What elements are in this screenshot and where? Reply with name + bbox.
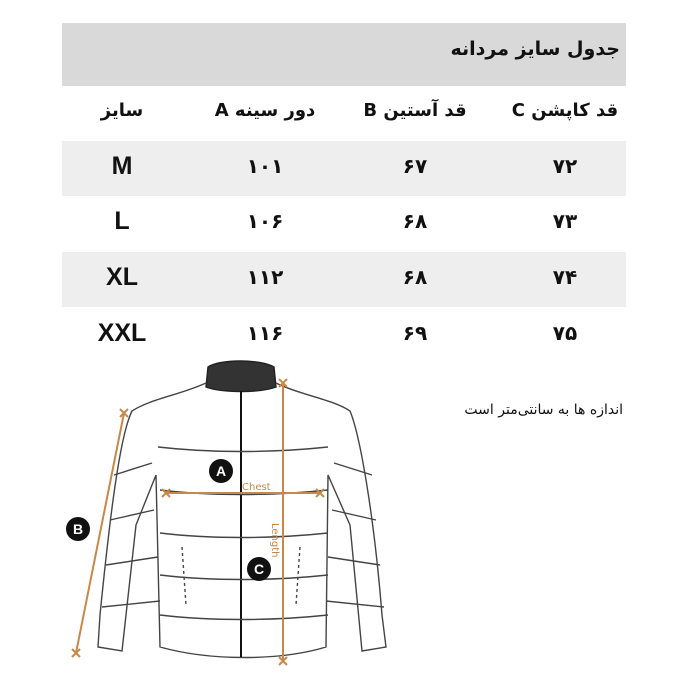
header-size: سایز <box>100 100 144 121</box>
length-cell: ۷۴ <box>552 265 578 289</box>
sleeve-cell: ۶۸ <box>402 265 428 289</box>
size-cell: L <box>114 207 130 235</box>
marker-a-label: A <box>215 463 227 479</box>
jacket-outline <box>98 361 386 658</box>
length-label: Length <box>269 523 280 558</box>
marker-b-label: B <box>72 521 84 537</box>
table-row <box>62 141 626 196</box>
sleeve-cell: ۶۸ <box>402 209 428 233</box>
size-cell: XL <box>106 263 138 291</box>
table-row <box>62 252 626 307</box>
marker-c-label: C <box>253 561 265 577</box>
sleeve-cell: ۶۹ <box>402 321 428 345</box>
table-row <box>62 196 626 251</box>
length-cell: ۷۳ <box>552 209 578 233</box>
chest-cell: ۱۱۶ <box>246 321 284 345</box>
header-chest: A دور سینه <box>214 100 316 121</box>
table-title: جدول سایز مردانه <box>450 38 620 60</box>
marker-a <box>209 459 233 483</box>
header-length: C قد کاپشن <box>511 100 619 121</box>
header-sleeve: B قد آستین <box>363 100 467 121</box>
length-cell: ۷۲ <box>552 154 578 178</box>
chest-cell: ۱۱۲ <box>246 265 284 289</box>
marker-c <box>247 557 271 581</box>
table-header-row <box>62 86 626 141</box>
sleeve-cell: ۶۷ <box>402 154 428 178</box>
unit-note: اندازه ها به سانتی‌متر است <box>464 402 623 418</box>
marker-b <box>66 517 90 541</box>
jacket-measurement-diagram <box>60 355 400 675</box>
table-title-bar <box>62 23 626 86</box>
chest-cell: ۱۰۶ <box>246 209 284 233</box>
length-cell: ۷۵ <box>552 321 578 345</box>
chest-label: Chest <box>242 482 271 493</box>
chest-cell: ۱۰۱ <box>246 154 284 178</box>
size-cell: M <box>111 152 133 180</box>
size-cell: XXL <box>97 319 147 347</box>
